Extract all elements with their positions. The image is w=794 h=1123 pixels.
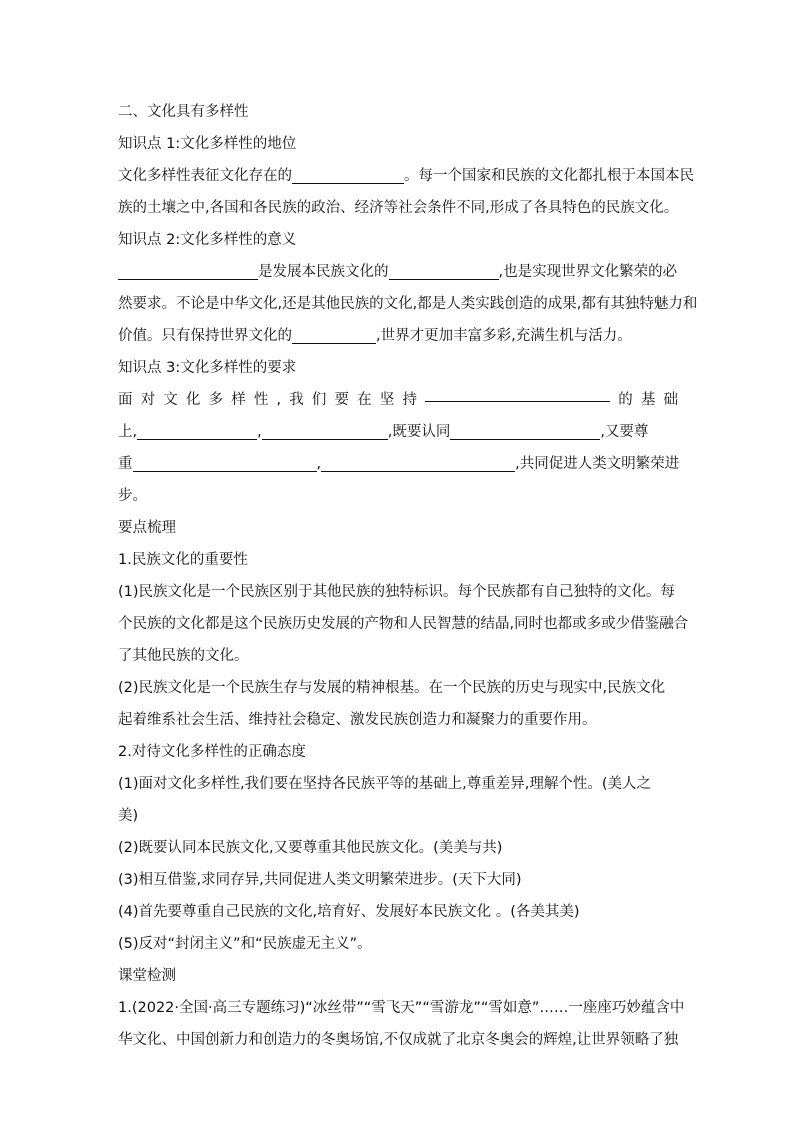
kp3-char: 在	[357, 392, 372, 408]
kp3-char: 面	[118, 392, 133, 408]
kp1-line-1	[118, 160, 694, 192]
kp3-text: 上,	[118, 424, 138, 440]
question-1-text: 华文化、中国创新力和创造力的冬奥场馆,不仅成就了北京冬奥会的辉煌,让世界领略了独	[118, 1032, 679, 1048]
kp3-char: ,	[276, 392, 282, 408]
fill-blank[interactable]	[450, 422, 600, 440]
kp3-char: 持	[402, 392, 417, 408]
kp3-char: 要	[334, 392, 350, 408]
kp1-text-b: 。每一个国家和民族的文化都扎根于本国本民	[404, 168, 694, 184]
key-points-text: 个民族的文化都是这个民族历史发展的产物和人民智慧的结晶,同时也都或多或少借鉴融合	[118, 616, 689, 632]
fill-blank[interactable]	[425, 384, 610, 402]
key-points-text: (1)面对文化多样性,我们要在坚持各民族平等的基础上,尊重差异,理解个性。(美人之	[118, 776, 652, 792]
kp3-char: 们	[311, 392, 327, 408]
kp3-char: 基	[640, 392, 656, 408]
key-points-text: (5)反对“封闭主义”和“民族虚无主义”。	[118, 936, 372, 952]
kp3-char: 性	[253, 392, 269, 408]
fill-blank[interactable]	[292, 166, 404, 184]
kp3-text: ,	[316, 456, 322, 472]
section-title: 二、文化具有多样性	[118, 104, 249, 120]
key-points-text: (2)既要认同本民族文化,又要尊重其他民族文化。(美美与共)	[118, 840, 503, 856]
fill-blank[interactable]	[389, 262, 499, 280]
kp1-line-2: 族的土壤之中,各国和各民族的政治、经济等社会条件不同,形成了各具特色的民族文化。	[118, 200, 679, 216]
kp3-line-3	[118, 448, 678, 480]
fill-blank[interactable]	[137, 422, 257, 440]
kp3-line-2	[118, 416, 678, 448]
kp3-text: ,又要尊	[600, 424, 649, 440]
kp3-char: 坚	[379, 392, 395, 408]
fill-blank[interactable]	[321, 454, 515, 472]
kp3-line-4: 步。	[118, 488, 147, 504]
kp3-char: 对	[140, 392, 156, 408]
kp2-line-2: 然要求。不论是中华文化,还是其他民族的文化,都是人类实践创造的成果,都有其独特魅力和	[118, 296, 698, 312]
key-points-text: (4)首先要尊重自己民族的文化,培育好、发展好本民族文化 。(各美其美)	[118, 904, 580, 920]
kp3-char: 的	[618, 392, 633, 408]
kp2-text-c: 价值。只有保持世界文化的	[118, 328, 292, 344]
key-points-text: 美)	[118, 808, 139, 824]
kp3-char: 多	[208, 392, 224, 408]
key-points-title: 要点梳理	[118, 520, 176, 536]
key-points-s2-title: 2.对待文化多样性的正确态度	[118, 744, 306, 760]
kp2-title: 知识点 2:文化多样性的意义	[118, 232, 297, 248]
kp3-text: ,共同促进人类文明繁荣进	[515, 456, 680, 472]
kp2-text-b: ,也是实现世界文化繁荣的必	[498, 264, 678, 280]
kp3-char: 文	[163, 392, 178, 408]
kp3-line-1	[118, 384, 678, 416]
key-points-text: 起着维系社会生活、维持社会稳定、激发民族创造力和凝聚力的重要作用。	[118, 712, 597, 728]
kp1-text-a: 文化多样性表征文化存在的	[118, 168, 292, 184]
kp2-line-3	[118, 320, 678, 352]
key-points-text: (3)相互借鉴,求同存异,共同促进人类文明繁荣进步。(天下大同)	[118, 872, 522, 888]
kp3-char: 我	[289, 392, 304, 408]
question-1-text: 1.(2022·全国·高三专题练习)“冰丝带”“雪飞天”“雪游龙”“雪如意”……一座座巧妙蕴含中	[118, 1000, 685, 1016]
kp3-char: 样	[231, 392, 246, 408]
key-points-text: (1)民族文化是一个民族区别于其他民族的独特标识。每个民族都有自己独特的文化。每	[118, 584, 676, 600]
document-page	[118, 96, 698, 1056]
fill-blank[interactable]	[292, 326, 376, 344]
kp3-char: 化	[185, 392, 201, 408]
kp2-line-1	[118, 256, 678, 288]
key-points-text: (2)民族文化是一个民族生存与发展的精神根基。在一个民族的历史与现实中,民族文化	[118, 680, 666, 696]
kp3-char: 础	[663, 392, 678, 408]
classroom-title: 课堂检测	[118, 968, 176, 984]
kp2-text-d: ,世界才更加丰富多彩,充满生机与活力。	[376, 328, 632, 344]
fill-blank[interactable]	[262, 422, 388, 440]
fill-blank[interactable]	[133, 454, 317, 472]
key-points-s1-title: 1.民族文化的重要性	[118, 552, 248, 568]
kp3-text: ,	[257, 424, 262, 440]
kp2-text-a: 是发展本民族文化的	[258, 264, 389, 280]
kp3-text: ,既要认同	[387, 424, 451, 440]
key-points-text: 了其他民族的文化。	[118, 648, 249, 664]
kp3-title: 知识点 3:文化多样性的要求	[118, 360, 297, 376]
fill-blank[interactable]	[118, 262, 258, 280]
kp3-text: 重	[118, 456, 133, 472]
kp1-title: 知识点 1:文化多样性的地位	[118, 136, 297, 152]
